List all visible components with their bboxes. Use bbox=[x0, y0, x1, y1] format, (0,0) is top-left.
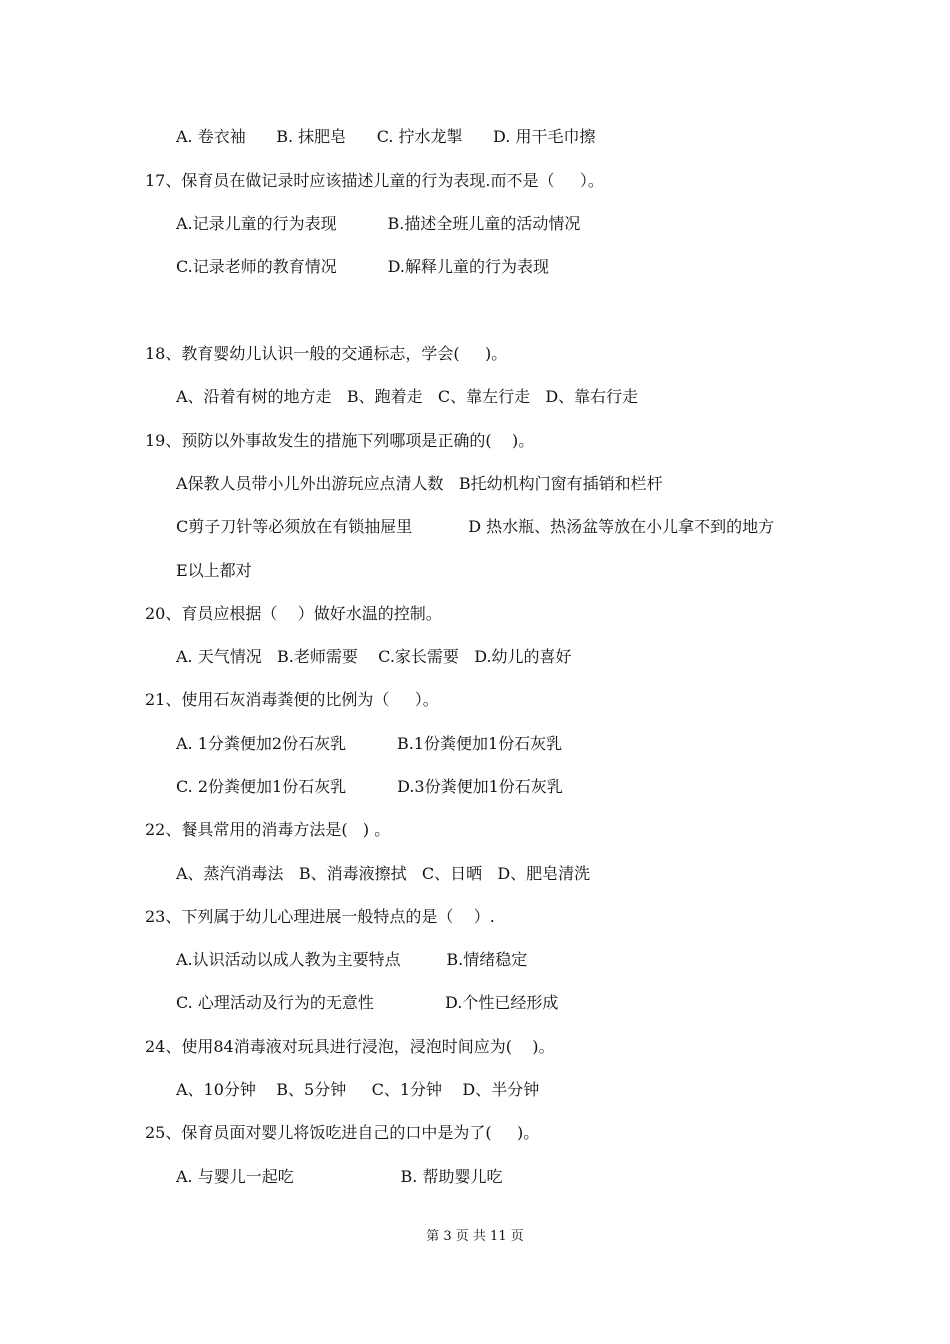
q22-question: 22、餐具常用的消毒方法是( ) 。 bbox=[145, 820, 391, 839]
q17-options-ab: A.记录儿童的行为表现 B.描述全班儿童的活动情况 bbox=[176, 214, 581, 233]
q21-options-cd: C. 2份粪便加1份石灰乳 D.3份粪便加1份石灰乳 bbox=[176, 777, 563, 796]
q17-options-cd: C.记录老师的教育情况 D.解释儿童的行为表现 bbox=[176, 257, 549, 276]
page-number-footer: 第 3 页 共 11 页 bbox=[426, 1229, 524, 1244]
q19-options-ab: A保教人员带小儿外出游玩应点清人数 B托幼机构门窗有插销和栏杆 bbox=[176, 474, 663, 493]
q18-question: 18、教育婴幼儿认识一般的交通标志，学会( )。 bbox=[145, 344, 508, 363]
q19-option-e: E以上都对 bbox=[176, 561, 252, 580]
q18-options: A、沿着有树的地方走 B、跑着走 C、靠左行走 D、靠右行走 bbox=[176, 387, 639, 406]
q19-question: 19、预防以外事故发生的措施下列哪项是正确的( )。 bbox=[145, 431, 535, 450]
q24-question: 24、使用84消毒液对玩具进行浸泡，浸泡时间应为( )。 bbox=[145, 1037, 555, 1056]
q19-options-cd: C剪子刀针等必须放在有锁抽屉里 D 热水瓶、热汤盆等放在小儿拿不到的地方 bbox=[176, 517, 775, 536]
q22-options: A、蒸汽消毒法 B、消毒液擦拭 C、日晒 D、肥皂清洗 bbox=[176, 864, 591, 883]
q20-options: A. 天气情况 B.老师需要 C.家长需要 D.幼儿的喜好 bbox=[176, 647, 572, 666]
q24-options: A、10分钟 B、5分钟 C、1分钟 D、半分钟 bbox=[176, 1080, 540, 1099]
q25-question: 25、保育员面对婴儿将饭吃进自己的口中是为了( )。 bbox=[145, 1123, 540, 1142]
q17-question: 17、保育员在做记录时应该描述儿童的行为表现.而不是（ ）。 bbox=[145, 171, 604, 190]
q23-options-cd: C. 心理活动及行为的无意性 D.个性已经形成 bbox=[176, 993, 559, 1012]
q16-options: A. 卷衣袖 B. 抹肥皂 C. 拧水龙掣 D. 用干毛巾擦 bbox=[176, 127, 596, 146]
q21-options-ab: A. 1分粪便加2份石灰乳 B.1份粪便加1份石灰乳 bbox=[176, 734, 563, 753]
q25-options-ab: A. 与婴儿一起吃 B. 帮助婴儿吃 bbox=[176, 1167, 503, 1186]
q21-question: 21、使用石灰消毒粪便的比例为（ ）。 bbox=[145, 690, 439, 709]
q20-question: 20、育员应根据（ ）做好水温的控制。 bbox=[145, 604, 442, 623]
q23-question: 23、下列属于幼儿心理进展一般特点的是（ ）. bbox=[145, 907, 495, 926]
q23-options-ab: A.认识活动以成人教为主要特点 B.情绪稳定 bbox=[176, 950, 528, 969]
